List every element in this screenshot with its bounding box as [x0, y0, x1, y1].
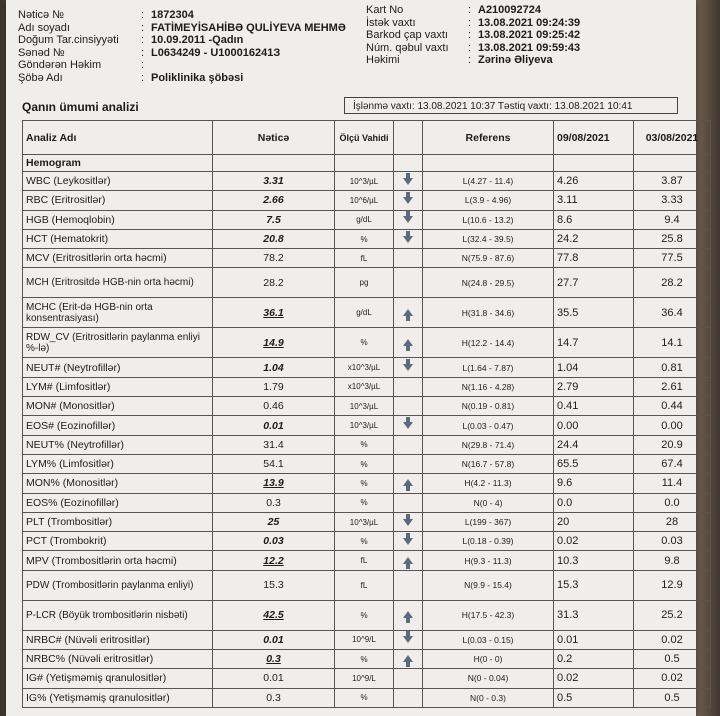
arrow-down-icon: [403, 236, 413, 243]
flag-cell: [394, 377, 423, 396]
flag-cell: [394, 298, 423, 328]
reference-range: H(12.2 - 14.4): [423, 328, 554, 358]
table-row: [23, 650, 711, 669]
table-row: [23, 191, 711, 210]
analysis-name: MCH (Eritrositdə HGB-nin orta həcmi): [23, 268, 213, 298]
header-value: [151, 47, 280, 59]
flag-cell: [394, 210, 423, 229]
previous-result-2: 0.5: [634, 650, 711, 669]
table-row: [23, 570, 711, 600]
flag-cell: [394, 416, 423, 435]
arrow-down-icon: [403, 178, 413, 185]
reference-range: L(3.9 - 4.96): [423, 191, 554, 210]
header-value: [478, 17, 580, 29]
reference-range: L(199 - 367): [423, 512, 554, 531]
analysis-name: HCT (Hematokrit): [23, 229, 213, 248]
table-row: [23, 435, 711, 454]
header-colon: :: [468, 41, 472, 54]
unit: 10^9/L: [335, 630, 394, 649]
header-colon: :: [141, 9, 145, 21]
table-row: [23, 298, 711, 328]
analysis-name: NEUT% (Neytrofillər): [23, 435, 213, 454]
results-table: [22, 120, 711, 708]
header-colon: :: [141, 59, 145, 72]
unit: %: [335, 328, 394, 358]
previous-result-2: 28.2: [634, 268, 711, 298]
previous-result-1: 27.7: [554, 268, 634, 298]
table-row: [23, 416, 711, 435]
previous-result-2: 0.0: [634, 493, 711, 512]
header-value-text: 10.09.2011 -Qadın: [151, 34, 244, 47]
unit: %: [335, 454, 394, 473]
unit: %: [335, 229, 394, 248]
header-label: Núm. qəbul vaxtı: [366, 41, 449, 54]
analysis-name: MPV (Trombositlərin orta həcmi): [23, 551, 213, 570]
previous-result-2: 0.03: [634, 532, 711, 551]
previous-result-2: 25.2: [634, 600, 711, 630]
previous-result-2: 9.4: [634, 210, 711, 229]
arrow-down-icon: [403, 636, 413, 643]
unit: %: [335, 532, 394, 551]
table-row: [23, 551, 711, 570]
reference-range: L(32.4 - 39.5): [423, 229, 554, 248]
reference-range: H(0 - 0): [423, 650, 554, 669]
table-row: [23, 532, 711, 551]
header-label: Barkod çap vaxtı: [366, 29, 448, 42]
reference-range: L(0.03 - 0.47): [423, 416, 554, 435]
analysis-name: NRBC% (Nüvəli eritrositlər): [23, 650, 213, 669]
arrow-up-icon: [403, 655, 413, 662]
col-analysis-name: Analiz Adı: [23, 121, 213, 155]
col-date-2: 03/08/2021: [634, 121, 711, 155]
reference-range: L(0.03 - 0.15): [423, 630, 554, 649]
analysis-name: NRBC# (Nüvəli eritrositlər): [23, 630, 213, 649]
analysis-name: MCHC (Erit-də HGB-nin orta konsentrasiyası): [23, 298, 213, 328]
result-value: 1.04: [213, 358, 335, 377]
result-value: 3.31: [213, 172, 335, 191]
flag-cell: [394, 397, 423, 416]
analysis-name: RDW_CV (Eritrositlərin paylanma enliyi %-lə): [23, 328, 213, 358]
unit: fL: [335, 249, 394, 268]
header-value: [151, 9, 194, 21]
previous-result-1: 65.5: [554, 454, 634, 473]
reference-range: N(75.9 - 87.6): [423, 249, 554, 268]
header-value: [151, 34, 243, 46]
flag-cell: [394, 630, 423, 649]
header-colon: :: [468, 54, 472, 67]
result-value: 36.1: [213, 298, 335, 328]
table-row: [23, 688, 711, 707]
flag-cell: [394, 669, 423, 688]
table-row: [23, 454, 711, 473]
header-label: Sənəd №: [18, 46, 65, 59]
flag-cell: [394, 454, 423, 473]
previous-result-1: 9.6: [554, 474, 634, 493]
group-cell: [213, 155, 335, 172]
previous-result-1: 24.2: [554, 229, 634, 248]
arrow-down-icon: [403, 216, 413, 223]
reference-range: N(0 - 0.04): [423, 669, 554, 688]
arrow-down-icon: [403, 519, 413, 526]
reference-range: N(1.16 - 4.28): [423, 377, 554, 396]
analysis-name: MON% (Monositlər): [23, 474, 213, 493]
header-value-text: 1872304: [151, 9, 194, 21]
processing-times: İşlənmə vaxtı: 13.08.2021 10:37 Təstiq vaxtı: 13.08.2021 10:41: [344, 97, 678, 114]
result-value: 1.79: [213, 377, 335, 396]
arrow-down-icon: [403, 422, 413, 429]
reference-range: N(29.8 - 71.4): [423, 435, 554, 454]
previous-result-2: 14.1: [634, 328, 711, 358]
previous-result-2: 0.81: [634, 358, 711, 377]
reference-range: N(0 - 0.3): [423, 688, 554, 707]
previous-result-2: 11.4: [634, 474, 711, 493]
result-value: 54.1: [213, 454, 335, 473]
group-cell: [394, 155, 423, 172]
header-value-text: 13.08.2021 09:25:42: [478, 29, 581, 42]
table-row: [23, 397, 711, 416]
result-value: 0.3: [213, 650, 335, 669]
unit: 10^3/µL: [335, 397, 394, 416]
unit: %: [335, 493, 394, 512]
reference-range: N(9.9 - 15.4): [423, 570, 554, 600]
result-value: 25: [213, 512, 335, 531]
previous-result-1: 0.00: [554, 416, 634, 435]
reference-range: L(10.6 - 13.2): [423, 210, 554, 229]
result-value: 42.5: [213, 600, 335, 630]
previous-result-2: 0.02: [634, 669, 711, 688]
header-value-text: 13.08.2021 09:59:43: [478, 41, 581, 54]
result-value: 28.2: [213, 268, 335, 298]
arrow-up-icon: [403, 557, 413, 564]
header-label: İstək vaxtı: [366, 16, 416, 29]
flag-cell: [394, 493, 423, 512]
section-title: Qanın ümumi analizi: [22, 100, 139, 114]
reference-range: H(9.3 - 11.3): [423, 551, 554, 570]
previous-result-1: 0.02: [554, 532, 634, 551]
table-header-row: [23, 121, 711, 155]
previous-result-2: 0.02: [634, 630, 711, 649]
previous-result-1: 0.2: [554, 650, 634, 669]
flag-cell: [394, 512, 423, 531]
header-label: Şöbə Adı: [18, 72, 63, 84]
previous-result-1: 0.0: [554, 493, 634, 512]
group-cell: [423, 155, 554, 172]
result-value: 0.46: [213, 397, 335, 416]
table-row: [23, 249, 711, 268]
analysis-name: MON# (Monositlər): [23, 397, 213, 416]
reference-range: H(17.5 - 42.3): [423, 600, 554, 630]
table-row: [23, 474, 711, 493]
header-colon: :: [468, 16, 472, 29]
reference-range: N(0.19 - 0.81): [423, 397, 554, 416]
header-colon: :: [141, 46, 145, 59]
table-row: [23, 630, 711, 649]
analysis-name: IG% (Yetişməmiş qranulositlər): [23, 688, 213, 707]
unit: %: [335, 650, 394, 669]
arrow-up-icon: [403, 611, 413, 618]
previous-result-2: 36.4: [634, 298, 711, 328]
previous-result-1: 0.41: [554, 397, 634, 416]
analysis-name: NEUT# (Neytrofillər): [23, 358, 213, 377]
table-row: [23, 268, 711, 298]
unit: x10^3/µL: [335, 358, 394, 377]
unit: 10^3/µL: [335, 512, 394, 531]
flag-cell: [394, 358, 423, 377]
previous-result-1: 14.7: [554, 328, 634, 358]
flag-cell: [394, 229, 423, 248]
analysis-name: MCV (Eritrositlərin orta həcmi): [23, 249, 213, 268]
analysis-name: LYM% (Limfositlər): [23, 454, 213, 473]
unit: 10^6/µL: [335, 191, 394, 210]
result-value: 12.2: [213, 551, 335, 570]
previous-result-2: 3.33: [634, 191, 711, 210]
analysis-name: RBC (Eritrositlər): [23, 191, 213, 210]
unit: %: [335, 600, 394, 630]
previous-result-1: 24.4: [554, 435, 634, 454]
header-colon: :: [468, 29, 472, 42]
unit: %: [335, 474, 394, 493]
analysis-name: IG# (Yetişməmiş qranulositlər): [23, 669, 213, 688]
arrow-up-icon: [403, 479, 413, 486]
table-row: [23, 328, 711, 358]
analysis-name: PLT (Trombositlər): [23, 512, 213, 531]
result-value: 14.9: [213, 328, 335, 358]
previous-result-1: 0.01: [554, 630, 634, 649]
previous-result-1: 77.8: [554, 249, 634, 268]
previous-result-2: 2.61: [634, 377, 711, 396]
table-row: [23, 512, 711, 531]
col-reference: Referens: [423, 121, 554, 155]
previous-result-2: 20.9: [634, 435, 711, 454]
previous-result-1: 8.6: [554, 210, 634, 229]
arrow-up-icon: [403, 309, 413, 316]
header-value: [478, 54, 553, 66]
arrow-up-icon: [403, 339, 413, 346]
group-label: Hemogram: [23, 155, 213, 172]
unit: g/dL: [335, 210, 394, 229]
previous-result-1: 35.5: [554, 298, 634, 328]
header-value: [478, 42, 580, 54]
header-value-text: Poliklinika şöbəsi: [151, 72, 244, 84]
result-value: 0.3: [213, 493, 335, 512]
analysis-name: WBC (Leykositlər): [23, 172, 213, 191]
arrow-down-icon: [403, 364, 413, 371]
analysis-name: LYM# (Limfositlər): [23, 377, 213, 396]
header-value-text: Zərinə Əliyeva: [478, 54, 553, 67]
previous-result-1: 0.02: [554, 669, 634, 688]
unit: pg: [335, 268, 394, 298]
flag-cell: [394, 532, 423, 551]
previous-result-2: 0.44: [634, 397, 711, 416]
table-row: [23, 669, 711, 688]
flag-cell: [394, 688, 423, 707]
result-value: 0.01: [213, 416, 335, 435]
previous-result-1: 1.04: [554, 358, 634, 377]
analysis-name: PCT (Trombokrit): [23, 532, 213, 551]
unit: %: [335, 435, 394, 454]
unit: 10^3/µL: [335, 172, 394, 191]
table-row: [23, 600, 711, 630]
lab-report-sheet: [6, 0, 699, 716]
header-value-text: 13.08.2021 09:24:39: [478, 16, 581, 29]
previous-result-2: 67.4: [634, 454, 711, 473]
header-colon: :: [141, 34, 145, 47]
header-label: Nəticə №: [18, 9, 65, 21]
result-value: 0.03: [213, 532, 335, 551]
table-row: [23, 493, 711, 512]
col-result: Nəticə: [213, 121, 335, 155]
header-colon: :: [468, 4, 472, 16]
previous-result-2: 0.00: [634, 416, 711, 435]
table-row: [23, 210, 711, 229]
header-label: Doğum Tar.cinsiyyəti: [18, 34, 119, 47]
header-label: Adı soyadı: [18, 21, 70, 34]
reference-range: H(31.8 - 34.6): [423, 298, 554, 328]
flag-cell: [394, 328, 423, 358]
previous-result-1: 3.11: [554, 191, 634, 210]
flag-cell: [394, 268, 423, 298]
header-value-text: A210092724: [478, 4, 542, 16]
col-date-1: 09/08/2021: [554, 121, 634, 155]
header-value-text: FATİMEYİSAHİBƏ QULİYEVA MEHMƏ: [151, 21, 346, 34]
previous-result-2: 25.8: [634, 229, 711, 248]
reference-range: L(1.64 - 7.87): [423, 358, 554, 377]
group-cell: [554, 155, 634, 172]
result-value: 0.3: [213, 688, 335, 707]
unit: x10^3/µL: [335, 377, 394, 396]
unit: g/dL: [335, 298, 394, 328]
result-value: 0.01: [213, 630, 335, 649]
flag-cell: [394, 249, 423, 268]
reference-range: L(0.18 - 0.39): [423, 532, 554, 551]
previous-result-2: 28: [634, 512, 711, 531]
result-value: 15.3: [213, 570, 335, 600]
header-label: Həkimi: [366, 54, 400, 67]
table-row: [23, 172, 711, 191]
flag-cell: [394, 600, 423, 630]
flag-cell: [394, 435, 423, 454]
flag-cell: [394, 551, 423, 570]
previous-result-1: 20: [554, 512, 634, 531]
previous-result-1: 4.26: [554, 172, 634, 191]
result-value: 0.01: [213, 669, 335, 688]
table-row: [23, 229, 711, 248]
analysis-name: PDW (Trombositlərin paylanma enliyi): [23, 570, 213, 600]
reference-range: L(4.27 - 11.4): [423, 172, 554, 191]
unit: %: [335, 688, 394, 707]
reference-range: N(0 - 4): [423, 493, 554, 512]
result-value: 78.2: [213, 249, 335, 268]
previous-result-1: 0.5: [554, 688, 634, 707]
group-cell: [335, 155, 394, 172]
flag-cell: [394, 650, 423, 669]
reference-range: N(16.7 - 57.8): [423, 454, 554, 473]
header-value: [151, 22, 346, 34]
header-colon: :: [141, 21, 145, 34]
previous-result-2: 3.87: [634, 172, 711, 191]
header-value: [151, 72, 243, 84]
header-value: [478, 29, 580, 41]
previous-result-1: 10.3: [554, 551, 634, 570]
result-value: 31.4: [213, 435, 335, 454]
flag-cell: [394, 172, 423, 191]
arrow-down-icon: [403, 538, 413, 545]
unit: fL: [335, 570, 394, 600]
analysis-name: EOS# (Eozinofillər): [23, 416, 213, 435]
reference-range: H(4.2 - 11.3): [423, 474, 554, 493]
header-value-text: L0634249 - U100016241З: [151, 46, 281, 59]
previous-result-2: 9.8: [634, 551, 711, 570]
result-value: 2.66: [213, 191, 335, 210]
reference-range: N(24.8 - 29.5): [423, 268, 554, 298]
flag-cell: [394, 570, 423, 600]
header-label: Kart No: [366, 4, 404, 16]
previous-result-1: 31.3: [554, 600, 634, 630]
previous-result-2: 12.9: [634, 570, 711, 600]
table-row: [23, 377, 711, 396]
header-value: [478, 4, 541, 16]
previous-result-1: 15.3: [554, 570, 634, 600]
unit: 10^9/L: [335, 669, 394, 688]
previous-result-2: 0.5: [634, 688, 711, 707]
unit: 10^3/µL: [335, 416, 394, 435]
col-flag: [394, 121, 423, 155]
previous-result-1: 2.79: [554, 377, 634, 396]
table-row: [23, 358, 711, 377]
flag-cell: [394, 474, 423, 493]
col-unit: Ölçü Vahidi: [335, 121, 394, 155]
previous-result-2: 77.5: [634, 249, 711, 268]
header-label: Göndərən Həkim: [18, 59, 102, 72]
unit: fL: [335, 551, 394, 570]
result-value: 7.5: [213, 210, 335, 229]
flag-cell: [394, 191, 423, 210]
group-cell: [634, 155, 711, 172]
result-value: 13.9: [213, 474, 335, 493]
group-row: [23, 155, 711, 172]
result-value: 20.8: [213, 229, 335, 248]
analysis-name: EOS% (Eozinofillər): [23, 493, 213, 512]
analysis-name: P-LCR (Böyük trombositlərin nisbəti): [23, 600, 213, 630]
analysis-name: HGB (Hemoqlobin): [23, 210, 213, 229]
header-colon: :: [141, 72, 145, 84]
arrow-down-icon: [403, 197, 413, 204]
